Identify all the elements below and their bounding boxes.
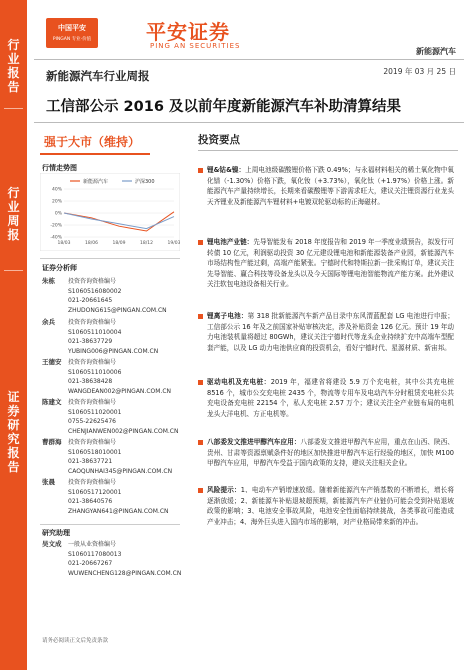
sidebar-char: 究 <box>7 432 20 446</box>
x-tick-label: 19/03 <box>167 241 180 246</box>
analyst-detail-line: S1060511020001 <box>68 408 122 416</box>
x-tick-label: 18/09 <box>112 241 126 246</box>
bullet-marker-icon <box>198 488 203 493</box>
trend-chart-svg <box>40 173 180 251</box>
analyst-name: 余兵 <box>42 318 55 326</box>
title-rule <box>34 122 464 123</box>
sidebar-divider <box>4 270 23 271</box>
researcher-detail-line: 021-20667267 <box>68 560 113 568</box>
investment-point <box>198 485 454 527</box>
investment-point <box>198 377 454 419</box>
sidebar-divider <box>4 108 23 109</box>
x-tick-label: 18/03 <box>57 241 71 246</box>
analyst-detail-line: 021-38638428 <box>68 378 113 386</box>
analyst-detail-line: 0755-22625476 <box>68 418 116 426</box>
analyst-entry <box>42 277 182 317</box>
y-tick-label: -40% <box>50 235 62 241</box>
y-tick-label: 0% <box>54 211 62 217</box>
researcher-entry <box>42 540 182 580</box>
analyst-entry <box>42 358 182 398</box>
trend-chart-label: 行情走势图 <box>42 164 77 172</box>
analyst-name: 朱栋 <box>42 277 55 285</box>
point-heading: 锂&钴&镍： <box>207 166 246 174</box>
bullet-marker-icon <box>198 314 203 319</box>
pingan-logo-badge <box>46 18 98 48</box>
sidebar-word-securities-research <box>0 390 27 474</box>
sidebar-char: 周 <box>7 214 20 228</box>
report-type: 新能源汽车行业周报 <box>46 69 150 83</box>
sidebar-char: 行 <box>7 38 20 52</box>
analyst-detail-line[interactable]: CAOQUNHAI345@PINGAN.COM.CN <box>68 467 173 475</box>
point-body: 八部委发文推进甲醇汽车应用，重点在山西、陕西、贵州、甘肃等资源禀赋条件好的地区加快推进甲醇汽车运行经验的地区，加快 M100 甲醇汽车应用，甲醇汽车受益于国内政策的支持，建议关注相关企业。 <box>207 438 455 468</box>
company-name-en: PING AN SECURITIES <box>150 42 241 50</box>
investment-point <box>198 311 454 353</box>
sidebar-char: 业 <box>7 52 20 66</box>
disclaimer-note: 请务必阅读正文后免责条款 <box>42 638 109 644</box>
analyst-detail-line: 021-38637721 <box>68 458 113 466</box>
analyst-detail-line: 投资咨询资格编号 <box>68 278 117 285</box>
point-heading: 锂离子电池： <box>207 312 248 320</box>
researcher-label: 研究助理 <box>42 529 70 537</box>
analyst-detail-line: 021-20661645 <box>68 297 113 305</box>
x-tick-label: 18/06 <box>85 241 98 246</box>
point-heading: 驱动电机及充电桩： <box>207 378 271 386</box>
report-date: 2019 年 03 月 25 日 <box>383 67 456 76</box>
sidebar <box>0 0 27 670</box>
point-body: 先导智能发布 2018 年度报告和 2019 年一季度业绩预告，拟发行可转债 10 亿元，利润驱动投资 30 亿元建设锂电池和新能源装备产业园，新能源汽车市场结构性产能过剩，高端产能紧张。宁德时代和特斯拉新一批采购订单，建议关注先导智能、赢合科技等设备龙头以及今天国际等锂电池智能物流产能方案。此外建议关注软包电池设备相关行业。 <box>207 238 454 289</box>
bullet-marker-icon <box>198 380 203 385</box>
analyst-detail-line: S1060518010001 <box>68 448 122 456</box>
sidebar-char: 告 <box>7 460 20 474</box>
researcher-detail-line[interactable]: WUWENCHENG128@PINGAN.COM.CN <box>68 569 182 577</box>
analyst-detail-line[interactable]: CHENJIANWEN002@PINGAN.COM.CN <box>68 427 179 435</box>
point-body: 第 318 批新能源汽车新产品目录中东风渭蓝配套 LG 电池进行申报；工信部公示 16 年及之前国家补贴审核决定，涉及补贴资金 126 亿元。预计 19 年动力电池装机量将超过 80GWh，建议关注宁德时代等龙头企业持续扩充中高端车型配套产能，以及 LG 动力电池供应商的投资机会，看好宁德时代、星源材质、新宙邦。 <box>207 312 454 352</box>
researcher-detail-line: 一般从业资格编号 <box>68 541 117 548</box>
sidebar-char: 报 <box>7 66 20 80</box>
analyst-detail-line: 投资咨询资格编号 <box>68 479 117 486</box>
sidebar-char: 报 <box>7 228 20 242</box>
analyst-detail-line[interactable]: ZHANGYAN641@PINGAN.COM.CN <box>68 507 169 515</box>
point-body: 2019 年，福建省将建设 5.9 万个充电桩，其中公共充电桩 8516 个，城市公交充电桩 2435 个，物流等专用车及电动汽车分时租赁充电桩公共充电设备充电桩 22154 个，私人充电桩 2.57 万个；建议关注全产业链布局的电机龙头大洋电机、方正电机等。 <box>207 378 455 418</box>
point-heading: 八部委发文推进甲醇汽车应用： <box>207 438 301 446</box>
sidebar-char: 报 <box>7 446 20 460</box>
legend-label: 新能源汽车 <box>83 179 109 185</box>
analyst-name: 王德安 <box>42 358 62 366</box>
y-tick-label: -20% <box>50 223 62 229</box>
legend-label: 沪深300 <box>135 179 155 185</box>
analyst-detail-line: 021-38640576 <box>68 498 113 506</box>
analyst-entry <box>42 318 182 358</box>
analyst-detail-line: S1060511010004 <box>68 328 122 336</box>
analyst-detail-line: S1060516080002 <box>68 287 122 295</box>
y-tick-label: 40% <box>51 187 62 193</box>
trend-chart <box>40 173 180 251</box>
bullet-marker-icon <box>198 440 203 445</box>
analyst-detail-line: 021-38637729 <box>68 338 113 346</box>
analyst-detail-line: 投资咨询资格编号 <box>68 399 117 406</box>
sidebar-char: 研 <box>7 418 20 432</box>
bullet-marker-icon <box>198 240 203 245</box>
report-category: 新能源汽车 <box>416 47 456 56</box>
x-tick-label: 18/12 <box>140 241 153 246</box>
analyst-entry <box>42 398 182 438</box>
analyst-detail-line: 投资咨询资格编号 <box>68 359 117 366</box>
point-body: 1、电动车产销增速放缓。随着新能源汽车产销基数的不断增长，增长将逐渐放缓；2、新能源车补贴退坡超预期，新能源汽车产业链仍可能会受到补贴退坡政策的影响；3、电池安全事故风险，电池安全性面临持续挑战，各类事故可能造成产业冲击；4、海外巨头进入国内市场的影响，对产业格局带来新的冲击。 <box>207 486 455 526</box>
analyst-detail-line: S1060511010006 <box>68 368 122 376</box>
sidebar-word-industry-report <box>0 38 27 94</box>
sidebar-char: 证 <box>7 390 20 404</box>
analyst-detail-line: 投资咨询资格编号 <box>68 439 117 446</box>
company-logo <box>46 14 316 64</box>
researcher-name: 吴文成 <box>42 540 62 548</box>
sidebar-char: 券 <box>7 404 20 418</box>
logo-cn: 中国平安 <box>58 24 86 32</box>
bullet-marker-icon <box>198 168 203 173</box>
sidebar-char: 行 <box>7 186 20 200</box>
header-rule <box>34 59 464 60</box>
analyst-detail-line: 投资咨询资格编号 <box>68 319 117 326</box>
investment-point <box>198 237 454 290</box>
analyst-name: 陈建文 <box>42 398 62 406</box>
rating-box <box>40 133 150 155</box>
y-tick-label: 20% <box>51 199 62 205</box>
analyst-name: 张晨 <box>42 478 55 486</box>
researcher-detail-line: S1060117080013 <box>68 550 122 558</box>
industry-rating: 强于大市（维持） <box>44 135 141 149</box>
point-heading: 风险提示： <box>207 486 241 494</box>
analyst-detail-line[interactable]: YUBING006@PINGAN.COM.CN <box>68 347 159 355</box>
company-name-cn: 平安证券 <box>146 20 230 44</box>
analyst-name: 曹群海 <box>42 438 62 446</box>
point-body: 上周电池级碳酸锂价格下跌 0.49%；与永福材料相关的稀土氧化物中氧化镨（-1.30%）价格下跌，氧化钕（+3.73%），氧化钛（+1.97%）价格上涨。新能源汽车产量持续增长，长期来看碳酸锂等下游需求旺大，建议关注锂资源行业龙头天齐锂业及新能源汽车锂材料+电镀双轮驱动标的正海磁材。 <box>207 166 454 206</box>
sidebar-char: 业 <box>7 200 20 214</box>
analyst-detail-line[interactable]: WANGDEAN002@PINGAN.COM.CN <box>68 387 172 395</box>
investment-points-title: 投资要点 <box>198 132 458 151</box>
point-heading: 锂电池产业链： <box>207 238 254 246</box>
investment-point <box>198 437 454 469</box>
analyst-detail-line: S1060517120001 <box>68 488 122 496</box>
analyst-detail-line[interactable]: ZHUDONG615@PINGAN.COM.CN <box>68 306 167 314</box>
analyst-divider <box>40 258 180 259</box>
analyst-entry <box>42 478 182 518</box>
sidebar-char: 告 <box>7 80 20 94</box>
investment-point <box>198 165 454 207</box>
sidebar-word-weekly <box>0 186 27 242</box>
investment-points <box>198 132 458 151</box>
analysts-label: 证券分析师 <box>42 264 77 272</box>
logo-sub: PINGAN 专业·价值 <box>52 37 92 42</box>
analyst-entry <box>42 438 182 478</box>
report-title: 工信部公示 2016 及以前年度新能源汽车补助清算结果 <box>46 99 401 115</box>
researcher-divider <box>40 524 180 525</box>
